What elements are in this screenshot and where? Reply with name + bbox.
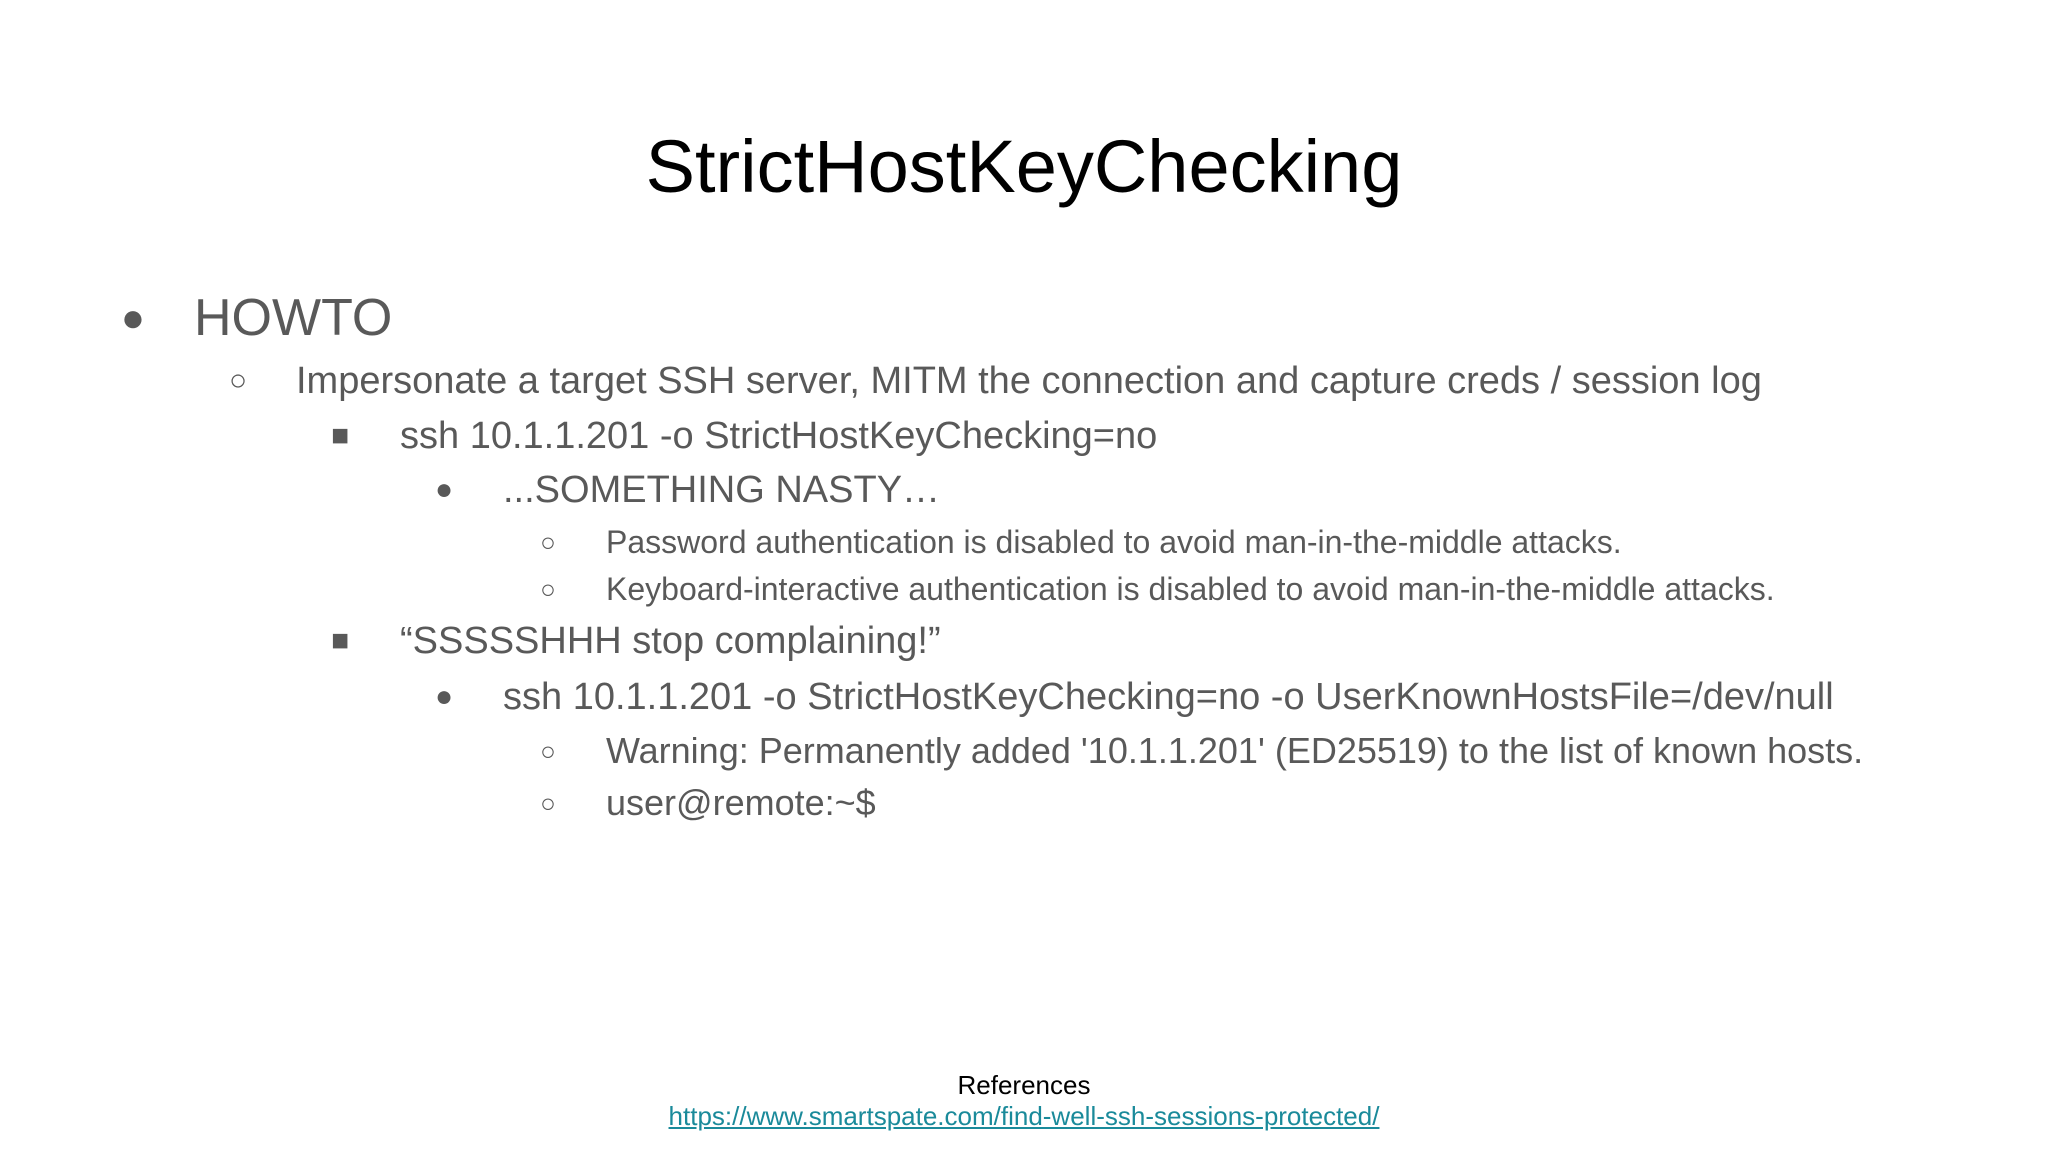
bullet-circle: ○: [228, 364, 248, 397]
bullet-disc: ●: [434, 473, 454, 506]
bullet-circle: ○: [540, 574, 556, 604]
list-item: “SSSSSHHH stop complaining!”: [400, 620, 941, 662]
list-item: Warning: Permanently added '10.1.1.201' (ED25519) to the list of known hosts.: [606, 730, 1864, 771]
bullet-square: ■: [330, 419, 350, 452]
list-item: ...SOMETHING NASTY…: [503, 469, 941, 511]
bullet-circle: ○: [540, 736, 556, 766]
bullet-circle: ○: [540, 527, 556, 557]
bullet-circle: ○: [540, 788, 556, 818]
list-item: Keyboard-interactive authentication is disabled to avoid man-in-the-middle attacks.: [606, 571, 1775, 607]
slide-title: StrictHostKeyChecking: [645, 125, 1403, 208]
list-item: Password authentication is disabled to avoid man-in-the-middle attacks.: [606, 524, 1622, 560]
list-item: ssh 10.1.1.201 -o StrictHostKeyChecking=no: [400, 415, 1158, 457]
bullet-square: ■: [330, 624, 350, 657]
bullet-disc: ●: [120, 296, 146, 340]
list-item: user@remote:~$: [606, 782, 876, 823]
bullet-disc: ●: [434, 680, 454, 713]
references-link[interactable]: https://www.smartspate.com/find-well-ssh-sessions-protected/: [668, 1101, 1380, 1131]
list-item: Impersonate a target SSH server, MITM the connection and capture creds / session log: [296, 360, 1762, 402]
list-item: ssh 10.1.1.201 -o StrictHostKeyChecking=no -o UserKnownHostsFile=/dev/null: [503, 676, 1834, 718]
list-item-howto: HOWTO: [194, 289, 393, 347]
references-label: References: [957, 1070, 1091, 1100]
